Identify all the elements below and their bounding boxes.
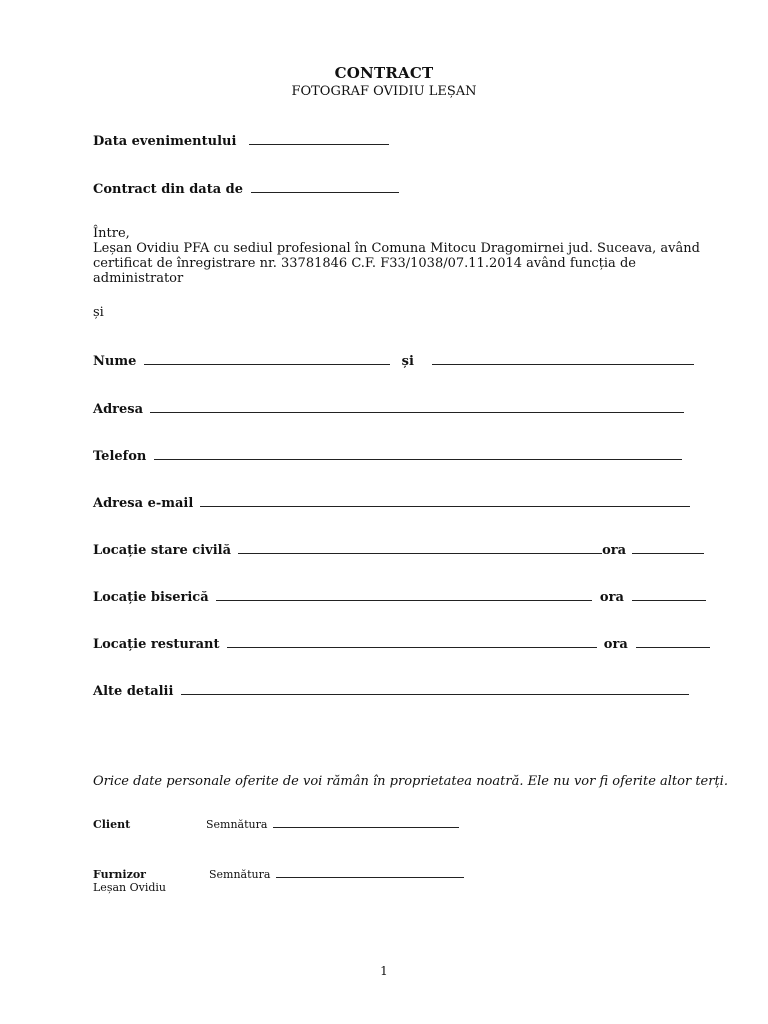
other-details-blank[interactable] — [181, 682, 689, 695]
other-details-label: Alte detalii — [93, 684, 174, 699]
church-location-blank[interactable] — [216, 588, 592, 601]
client-signature-label: Semnătura — [206, 818, 268, 831]
provider-signature-label: Semnătura — [209, 868, 271, 881]
contract-date-blank[interactable] — [251, 180, 399, 193]
name-blank-1[interactable] — [144, 352, 390, 365]
address-label: Adresa — [93, 402, 144, 417]
contract-date-row — [93, 180, 399, 198]
civil-location-blank[interactable] — [238, 541, 602, 554]
name-row — [93, 352, 694, 370]
civil-time-blank[interactable] — [632, 541, 704, 554]
church-location-label: Locație biserică — [93, 590, 209, 605]
event-date-blank[interactable] — [249, 132, 389, 145]
other-details-row — [93, 682, 689, 700]
parties-paragraph — [93, 226, 700, 286]
provider-signature-blank[interactable] — [276, 867, 464, 878]
client-signature-row — [206, 817, 459, 833]
provider-signature-row — [209, 867, 464, 883]
restaurant-location-blank[interactable] — [227, 635, 597, 648]
email-blank[interactable] — [200, 494, 690, 507]
document-subtitle: FOTOGRAF OVIDIU LEȘAN — [291, 84, 477, 99]
page-number: 1 — [380, 964, 388, 978]
document-title: CONTRACT — [334, 64, 434, 82]
provider-label: Furnizor — [93, 868, 146, 881]
client-signature-blank[interactable] — [273, 817, 459, 828]
name-blank-2[interactable] — [432, 352, 694, 365]
phone-label: Telefon — [93, 449, 147, 464]
phone-row — [93, 447, 682, 465]
phone-blank[interactable] — [154, 447, 682, 460]
client-label: Client — [93, 818, 131, 831]
provider-line-2: certificat de înregistrare nr. 33781846 C.F. F33/1038/07.11.2014 având funcția de — [93, 256, 636, 271]
email-row — [93, 494, 690, 512]
church-time-blank[interactable] — [632, 588, 706, 601]
provider-line-1: Leșan Ovidiu PFA cu sediul profesional în Comuna Mitocu Dragomirnei jud. Suceava, având — [93, 241, 700, 256]
address-blank[interactable] — [150, 400, 684, 413]
restaurant-time-label: ora — [603, 637, 628, 652]
provider-line-3: administrator — [93, 271, 184, 286]
provider-name: Leșan Ovidiu — [93, 881, 166, 894]
contract-date-label: Contract din data de — [93, 182, 244, 197]
and-text: și — [93, 305, 104, 320]
privacy-note: Orice date personale oferite de voi rămân în proprietatea noatră. Ele nu vor fi oferite altor terți. — [93, 774, 728, 789]
restaurant-location-row — [93, 635, 710, 653]
between-text: Între, — [93, 226, 130, 241]
restaurant-time-blank[interactable] — [636, 635, 710, 648]
name-label: Nume — [93, 354, 137, 369]
event-date-label: Data evenimentului — [93, 134, 237, 149]
restaurant-location-label: Locație resturant — [93, 637, 220, 652]
email-label: Adresa e-mail — [93, 496, 194, 511]
church-time-label: ora — [599, 590, 624, 605]
civil-time-label: ora — [602, 543, 627, 558]
event-date-row — [93, 132, 389, 150]
name-and-label: și — [401, 354, 414, 369]
civil-location-label: Locație stare civilă — [93, 543, 231, 558]
church-location-row — [93, 588, 706, 606]
civil-location-row — [93, 541, 704, 559]
address-row — [93, 400, 684, 418]
